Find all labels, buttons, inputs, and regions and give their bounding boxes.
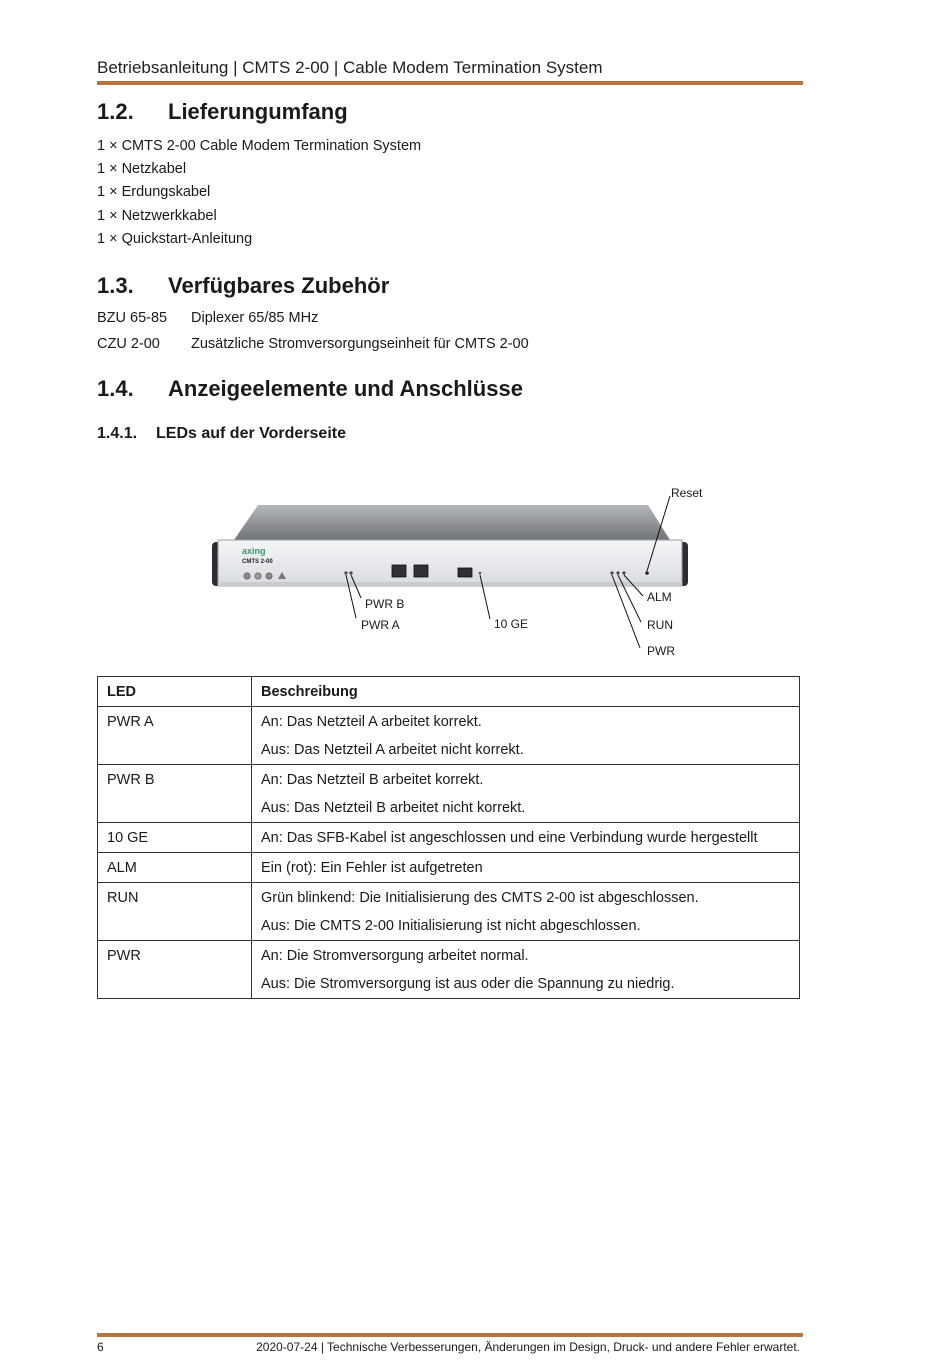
header-rule	[97, 81, 803, 85]
led-pwr-a	[344, 571, 347, 574]
subsection-number: 1.4.1.	[97, 425, 138, 442]
description-line: An: Das SFB-Kabel ist angeschlossen und eine Verbindung wurde hergestellt	[261, 830, 758, 846]
description-line: An: Das Netzteil B arbeitet korrekt.	[261, 772, 484, 788]
callout-pwr-a: PWR A	[361, 618, 400, 632]
section-heading-accessories	[97, 273, 797, 301]
section-title: Lieferungumfang	[168, 99, 348, 124]
led-pwr	[610, 571, 613, 574]
table-row	[98, 853, 800, 883]
callout-10ge: 10 GE	[494, 617, 529, 631]
led-name-cell: 10 GE	[98, 823, 252, 853]
table-row	[98, 707, 800, 765]
connector-icon	[266, 573, 272, 579]
footer-rule	[97, 1333, 803, 1337]
led-description-cell	[252, 883, 800, 941]
table-row	[98, 823, 800, 853]
led-name-cell: PWR A	[98, 707, 252, 765]
device-base-strip	[218, 582, 682, 586]
led-run	[616, 571, 619, 574]
accessory-code: BZU 65-85	[97, 310, 168, 326]
led-name-cell: PWR	[98, 941, 252, 999]
section-number: 1.4.	[97, 376, 134, 401]
led-name-cell: PWR B	[98, 765, 252, 823]
callout-pwr: PWR	[647, 644, 675, 658]
table-header-row	[98, 677, 800, 707]
description-line: An: Die Stromversorgung arbeitet normal.	[261, 948, 529, 964]
description-line: Aus: Die Stromversorgung ist aus oder die Spannung zu niedrig.	[261, 976, 675, 992]
description-line: Aus: Die CMTS 2-00 Initialisierung ist nicht abgeschlossen.	[261, 918, 641, 934]
list-item: 1 × CMTS 2-00 Cable Modem Termination System	[97, 138, 422, 154]
table-row	[98, 883, 800, 941]
callout-pwr-b: PWR B	[365, 597, 405, 611]
table-row	[98, 941, 800, 999]
section-heading-display	[97, 376, 797, 404]
accessory-code: CZU 2-00	[97, 336, 160, 352]
table-row	[98, 765, 800, 823]
document-header-title: Betriebsanleitung | CMTS 2-00 | Cable Modem Termination System	[97, 58, 603, 77]
subsection-title: LEDs auf der Vorderseite	[156, 425, 346, 442]
led-description-cell	[252, 941, 800, 999]
accessory-row	[97, 310, 797, 330]
accessory-description: Diplexer 65/85 MHz	[191, 310, 319, 326]
led-pwr-b	[349, 571, 352, 574]
section-heading-scope	[97, 99, 797, 127]
description-line: Grün blinkend: Die Initialisierung des CMTS 2-00 ist abgeschlossen.	[261, 890, 699, 906]
device-lid	[234, 505, 670, 540]
section-number: 1.2.	[97, 99, 134, 124]
led-alm	[622, 571, 625, 574]
column-header-led: LED	[98, 677, 252, 707]
ethernet-port-mgmt	[414, 565, 428, 577]
led-name-cell: RUN	[98, 883, 252, 941]
accessory-description: Zusätzliche Stromversorgungseinheit für CMTS 2-00	[191, 336, 529, 352]
led-description-table	[97, 676, 800, 999]
device-brand-logo: axing	[242, 546, 266, 556]
led-description-cell	[252, 823, 800, 853]
device-front-panel	[218, 540, 682, 586]
description-line: Aus: Das Netzteil B arbeitet nicht korrekt.	[261, 800, 526, 816]
led-description-cell	[252, 707, 800, 765]
ground-screw-icon	[244, 573, 250, 579]
led-name-cell: ALM	[98, 853, 252, 883]
section-title: Anzeigeelemente und Anschlüsse	[168, 376, 523, 401]
page-number: 6	[97, 1340, 104, 1354]
scope-list	[97, 136, 421, 252]
list-item: 1 × Erdungskabel	[97, 184, 211, 201]
device-front-illustration	[200, 478, 720, 668]
description-line: Aus: Das Netzteil A arbeitet nicht korrekt.	[261, 742, 524, 758]
led-description-cell	[252, 853, 800, 883]
footer-note: 2020-07-24 | Technische Verbesserungen, Änderungen im Design, Druck- und andere Fehler erwartet.	[256, 1340, 800, 1354]
list-item: 1 × Netzwerkkabel	[97, 207, 217, 224]
list-item: 1 × Quickstart-Anleitung	[97, 230, 253, 247]
led-description-cell	[252, 765, 800, 823]
accessory-row	[97, 336, 797, 356]
section-title: Verfügbares Zubehör	[168, 273, 390, 298]
sfp-port	[458, 568, 472, 577]
list-item: 1 × Netzkabel	[97, 161, 187, 178]
callout-run: RUN	[647, 618, 673, 632]
description-line: An: Das Netzteil A arbeitet korrekt.	[261, 714, 482, 730]
ethernet-port-console	[392, 565, 406, 577]
callout-reset: Reset	[671, 486, 703, 500]
callout-alm: ALM	[647, 590, 672, 604]
column-header-description: Beschreibung	[252, 677, 800, 707]
led-10ge	[479, 572, 482, 575]
device-model-label: CMTS 2-00	[242, 559, 273, 565]
reset-button	[645, 571, 649, 575]
ground-symbol-icon	[255, 573, 261, 579]
subsection-heading-leds	[97, 425, 797, 447]
description-line: Ein (rot): Ein Fehler ist aufgetreten	[261, 860, 483, 876]
section-number: 1.3.	[97, 273, 134, 298]
